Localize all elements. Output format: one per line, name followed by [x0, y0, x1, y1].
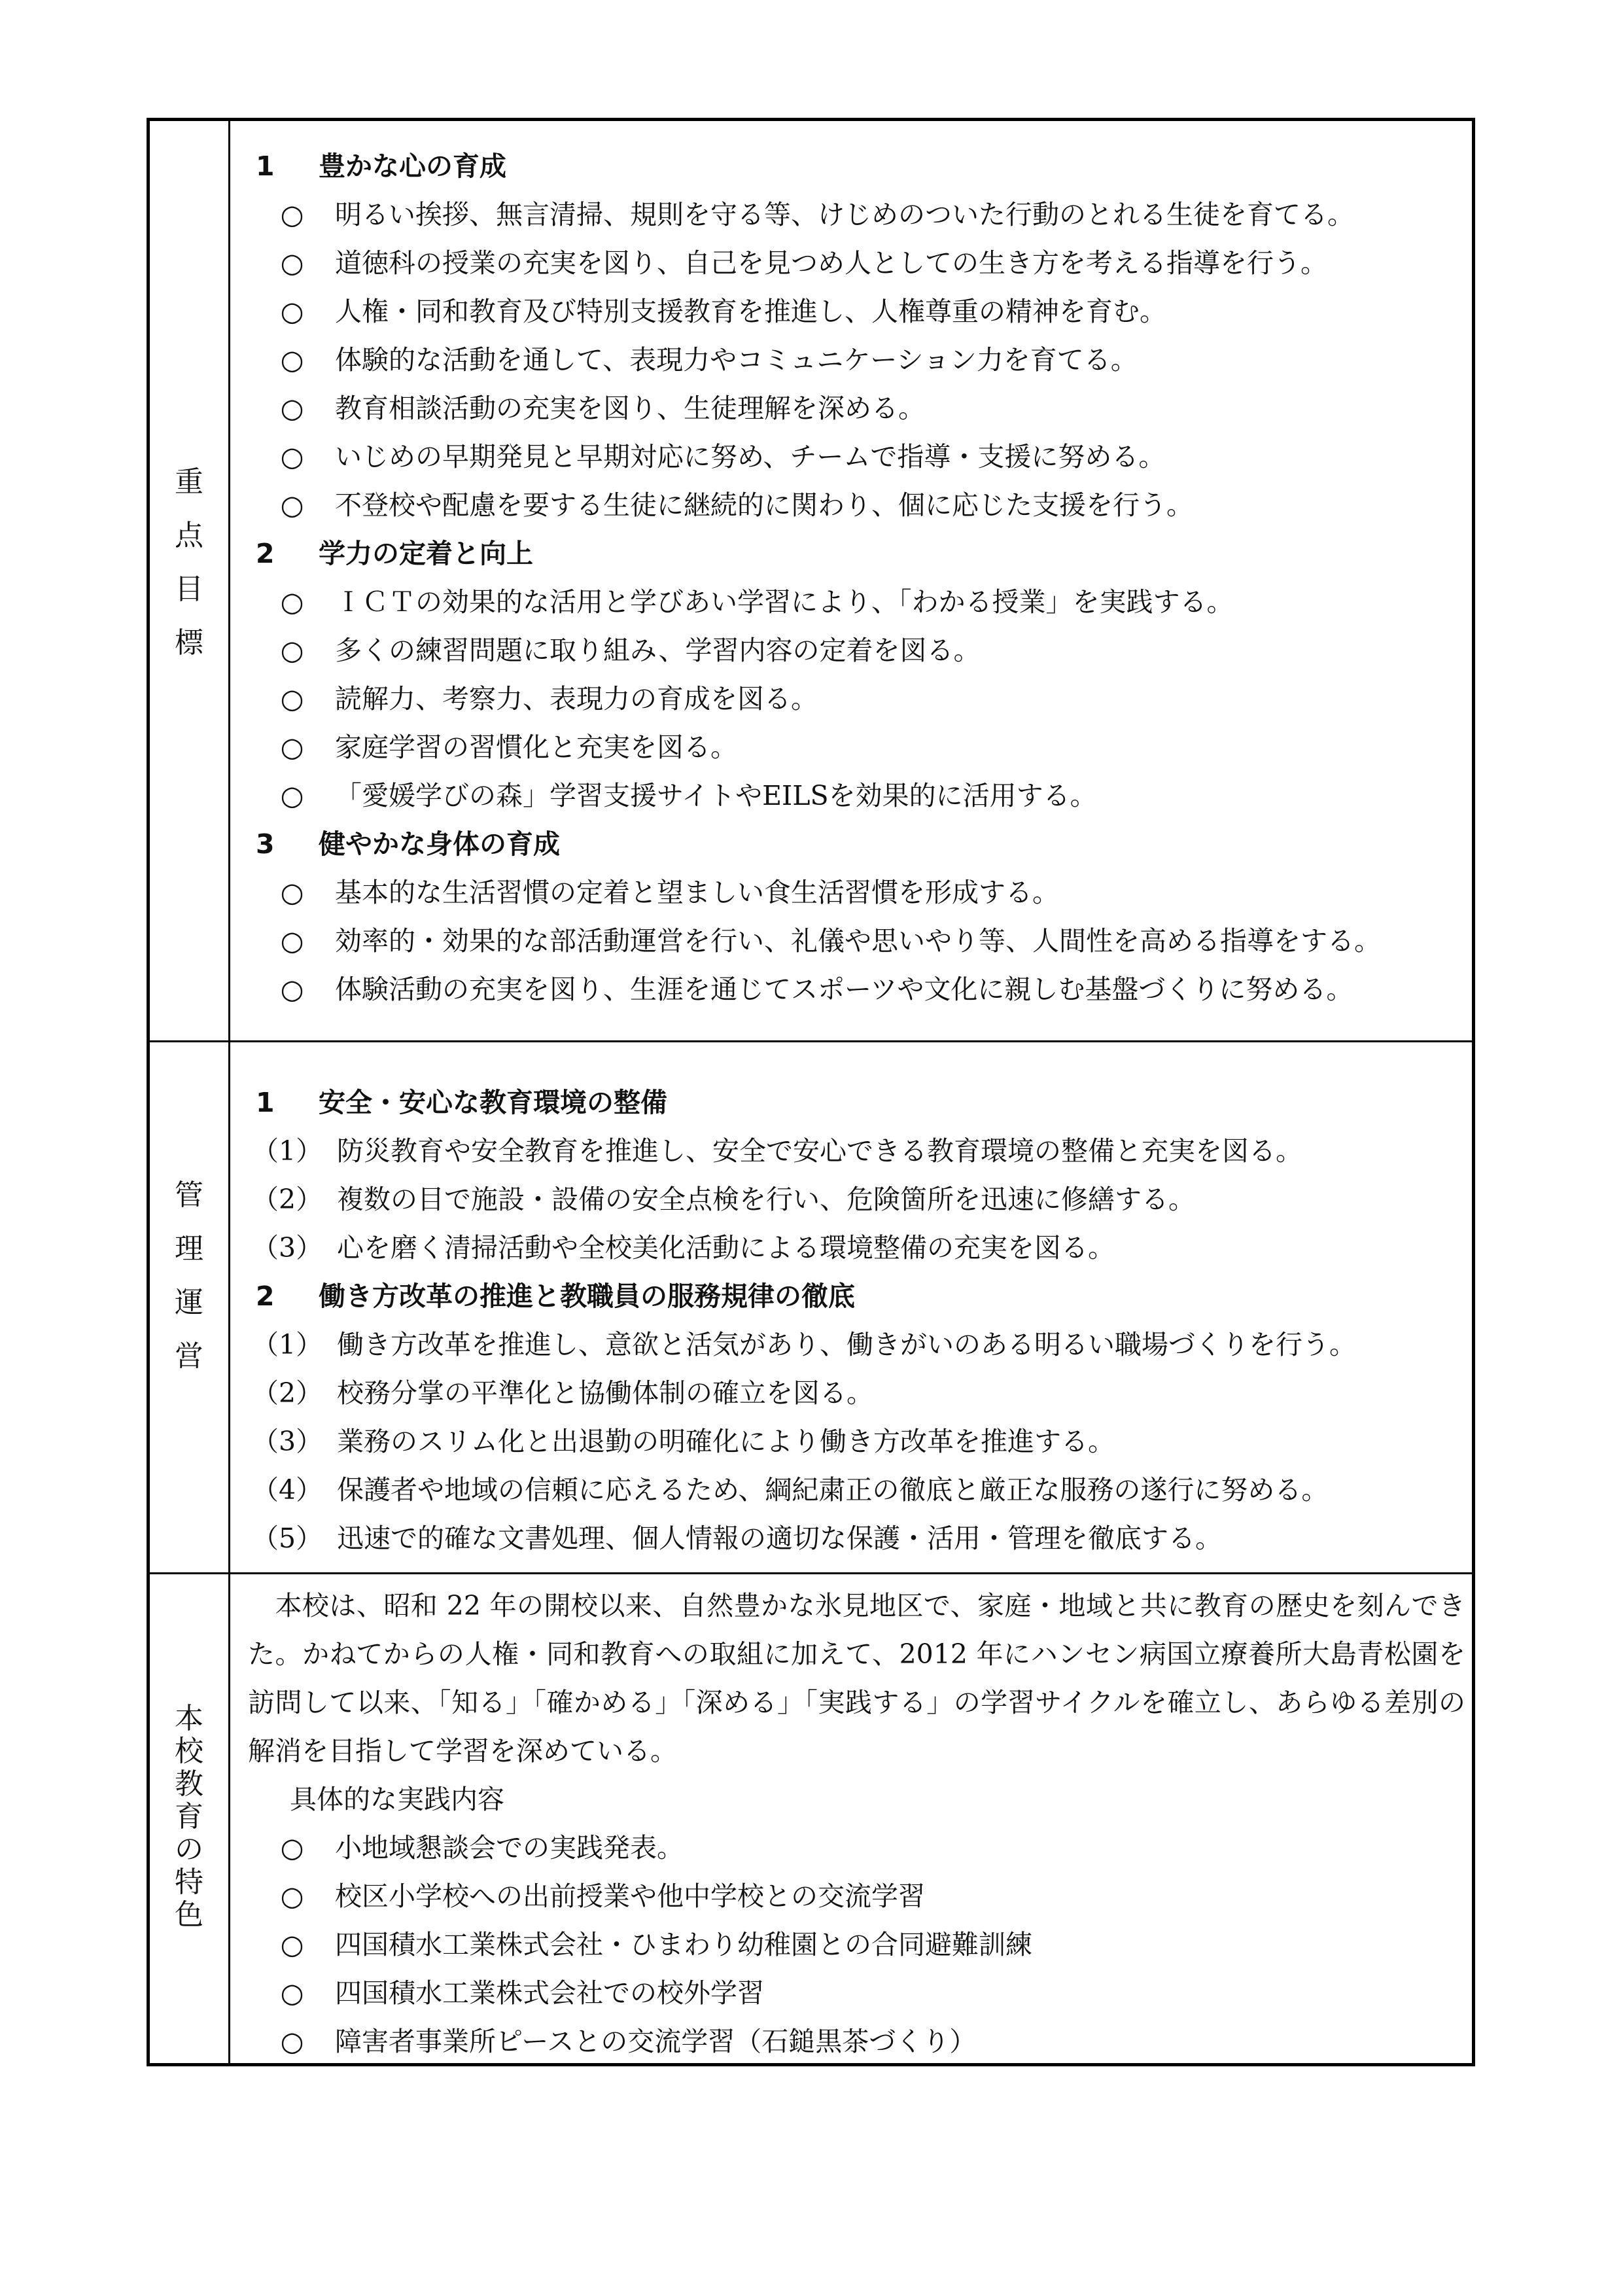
features-label-char: 特 — [175, 1865, 203, 1899]
feature-item: ○ 四国積水工業株式会社・ひまわり幼稚園との合同避難訓練 — [248, 1920, 1465, 1969]
features-label-char: 本 — [175, 1702, 203, 1735]
circle-bullet-icon: ○ — [280, 586, 304, 618]
circle-bullet-icon: ○ — [280, 780, 304, 811]
features-label — [150, 1704, 228, 1934]
goals-label-char: 重 — [175, 465, 203, 499]
goal-item: ○ 不登校や配慮を要する生徒に継続的に関わり、個に応じた支援を行う。 — [248, 481, 1465, 529]
goals-label — [150, 465, 228, 682]
goal-item: ○ 家庭学習の習慣化と充実を図る。 — [248, 723, 1465, 771]
circle-bullet-icon: ○ — [280, 296, 304, 327]
goal-item: ○ ＩＣＴの効果的な活用と学びあい学習により、「わかる授業」を実践する。 — [248, 578, 1465, 626]
goal-item: ○ 教育相談活動の充実を図り、生徒理解を深める。 — [248, 384, 1465, 433]
goal-heading: 3 健やかな身体の育成 — [256, 828, 560, 860]
management-label-char: 営 — [175, 1339, 203, 1373]
circle-bullet-icon: ○ — [280, 1832, 304, 1863]
goals-content — [248, 142, 1465, 1014]
goal-item: ○ 読解力、考察力、表現力の育成を図る。 — [248, 675, 1465, 723]
goal-item: ○ いじめの早期発見と早期対応に努め、チームで指導・支援に努める。 — [248, 433, 1465, 481]
features-subheading: 具体的な実践内容 — [290, 1784, 504, 1815]
policy-table — [147, 118, 1475, 2066]
management-item: （3） 業務のスリム化と出退勤の明確化により働き方改革を推進する。 — [252, 1426, 1115, 1457]
circle-bullet-icon: ○ — [280, 1881, 304, 1912]
management-heading: 1 安全・安心な教育環境の整備 — [256, 1087, 667, 1118]
features-paragraph: 本校は、昭和 22 年の開校以来、自然豊かな氷見地区で、家庭・地域と共に教育の歴史を刻んできた。かねてからの人権・同和教育への取組に加えて、2012 年にハンセン病国立療養所大島青松園を訪問して以来、「知る」「確かめる」「深める」「実践する」の学習サイクルを確立し、あらゆる差別の解消を目指して学習を深めている。 — [248, 1590, 1465, 1767]
goal-item: ○ 人権・同和教育及び特別支援教育を推進し、人権尊重の精神を育む。 — [248, 287, 1465, 336]
management-item: （5） 迅速で的確な文書処理、個人情報の適切な保護・活用・管理を徹底する。 — [252, 1523, 1222, 1554]
management-label-char: 理 — [175, 1232, 203, 1265]
circle-bullet-icon: ○ — [280, 489, 304, 521]
management-content — [248, 1078, 1465, 1563]
goal-heading: 1 豊かな心の育成 — [256, 150, 506, 182]
features-label-char: の — [175, 1833, 203, 1866]
management-label-char: 運 — [175, 1286, 203, 1319]
goal-item: ○ 多くの練習問題に取り組み、学習内容の定着を図る。 — [248, 626, 1465, 675]
circle-bullet-icon: ○ — [280, 974, 304, 1005]
management-item: （4） 保護者や地域の信頼に応えるため、綱紀粛正の徹底と厳正な服務の遂行に努める。 — [252, 1474, 1329, 1506]
management-label — [150, 1178, 228, 1396]
feature-item: ○ 小地域懇談会での実践発表。 — [248, 1824, 1465, 1872]
management-item: （1） 防災教育や安全教育を推進し、安全で安心できる教育環境の整備と充実を図る。 — [252, 1135, 1302, 1167]
circle-bullet-icon: ○ — [280, 1929, 304, 1960]
circle-bullet-icon: ○ — [280, 635, 304, 666]
goal-item: ○ 明るい挨拶、無言清掃、規則を守る等、けじめのついた行動のとれる生徒を育てる。 — [248, 190, 1465, 239]
goal-heading: 2 学力の定着と向上 — [256, 538, 533, 569]
goals-label-char: 目 — [175, 573, 203, 606]
management-item: （2） 複数の目で施設・設備の安全点検を行い、危険箇所を迅速に修繕する。 — [252, 1184, 1195, 1215]
features-label-char: 色 — [175, 1898, 203, 1932]
label-column-divider — [228, 121, 230, 2063]
features-content — [248, 1581, 1465, 2066]
goals-label-char: 標 — [175, 626, 203, 660]
goal-item: ○ 基本的な生活習慣の定着と望ましい食生活習慣を形成する。 — [248, 868, 1465, 917]
circle-bullet-icon: ○ — [280, 441, 304, 472]
features-label-char: 育 — [175, 1800, 203, 1833]
goal-item: ○ 効率的・効果的な部活動運営を行い、礼儀や思いやり等、人間性を高める指導をする。 — [248, 917, 1465, 965]
circle-bullet-icon: ○ — [280, 199, 304, 230]
circle-bullet-icon: ○ — [280, 732, 304, 763]
features-label-char: 教 — [175, 1767, 203, 1801]
circle-bullet-icon: ○ — [280, 247, 304, 279]
goal-item: ○ 「愛媛学びの森」学習支援サイトやEILSを効果的に活用する。 — [248, 771, 1465, 820]
management-item: （2） 校務分掌の平準化と協働体制の確立を図る。 — [252, 1377, 873, 1409]
management-label-char: 管 — [175, 1178, 203, 1212]
circle-bullet-icon: ○ — [280, 344, 304, 376]
circle-bullet-icon: ○ — [280, 393, 304, 424]
management-item: （1） 働き方改革を推進し、意欲と活気があり、働きがいのある明るい職場づくりを行う。 — [252, 1329, 1356, 1360]
features-label-char: 校 — [175, 1735, 203, 1768]
goal-item: ○ 体験的な活動を通して、表現力やコミュニケーション力を育てる。 — [248, 336, 1465, 384]
management-item: （3） 心を磨く清掃活動や全校美化活動による環境整備の充実を図る。 — [252, 1232, 1115, 1263]
goals-label-char: 点 — [175, 519, 203, 552]
circle-bullet-icon: ○ — [280, 925, 304, 957]
goal-item: ○ 道徳科の授業の充実を図り、自己を見つめ人としての生き方を考える指導を行う。 — [248, 239, 1465, 287]
circle-bullet-icon: ○ — [280, 877, 304, 908]
management-heading: 2 働き方改革の推進と教職員の服務規律の徹底 — [256, 1280, 855, 1312]
feature-item: ○ 校区小学校への出前授業や他中学校との交流学習 — [248, 1872, 1465, 1920]
row-divider-goals — [150, 1040, 1472, 1042]
circle-bullet-icon: ○ — [280, 683, 304, 715]
feature-item: ○ 四国積水工業株式会社での校外学習 — [248, 1969, 1465, 2017]
goal-item: ○ 体験活動の充実を図り、生涯を通じてスポーツや文化に親しむ基盤づくりに努める。 — [248, 965, 1465, 1014]
feature-item: ○ 障害者事業所ピースとの交流学習（石鎚黒茶づくり） — [248, 2017, 1465, 2066]
circle-bullet-icon: ○ — [280, 1977, 304, 2009]
row-divider-management — [150, 1572, 1472, 1574]
circle-bullet-icon: ○ — [280, 2026, 304, 2057]
